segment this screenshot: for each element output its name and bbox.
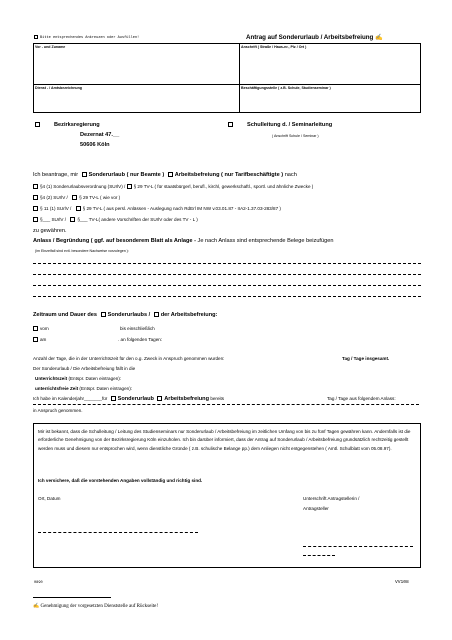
title-field-label[interactable]: Dienst - / Amtsbezeichnung [35,86,82,90]
option-line-4[interactable]: §___ SUrlV / §___ TV-L( andere Vorschriften der SUrlV oder des TV - L ) [33,217,198,222]
checkbox-icon[interactable] [111,396,116,401]
postal-city: 50606 Köln [80,142,110,148]
request-line: Ich beantrage, mir Sonderurlaub ( nur Beamte ) Arbeitsbefreiung ( nur Tarifbeschäftigte ) nach [33,172,297,178]
workplace-field-label[interactable]: Beschäftigungsstelle ( z.B. Schule, Studienseminar ) [241,86,331,90]
checkbox-icon[interactable] [70,217,75,222]
year-reason: Tag / Tage aus folgendem Anlass: [327,396,396,401]
period-until: bis einschließlich [120,326,155,331]
claimed-text: in Anspruch genommen. [33,408,83,413]
signature-label-1: Unterschrift Antragstellerin / [303,496,360,501]
reason-heading: Anlass / Begründung ( ggf. auf besonderem Blatt als Anlage - Je nach Anlass sind entsprechende Belege beizufügen [33,238,334,244]
checkbox-icon[interactable] [33,195,38,200]
checkbox-icon[interactable] [33,206,38,211]
checkbox-icon[interactable] [154,312,159,317]
checkbox-icon[interactable] [157,396,162,401]
dezernat: Dezernat 47.__ [80,132,120,138]
falls-into: Der Sonderurlaub / Die Arbeitsbefreiung fällt in die [33,366,136,371]
grant-text: zu gewähren. [33,228,67,234]
checkbox-icon[interactable] [33,337,38,342]
signature-line[interactable] [303,546,413,547]
free-time-line[interactable]: unterrichtsfreie Zeit (Entspr. Daten eintragen): [35,386,133,391]
reason-line-4[interactable] [33,296,421,297]
pen-icon: ✍ [33,604,40,609]
checkbox-icon[interactable] [168,172,173,177]
reason-line-1[interactable] [33,263,421,264]
footnote-rule [33,597,111,598]
year-reason-line[interactable] [33,404,419,405]
period-heading: Zeitraum und Dauer des Sonderurlaubs / der Arbeitsbefreiung: [33,312,218,318]
period-days: . an folgenden Tagen: [118,337,163,342]
reason-line-2[interactable] [33,274,421,275]
checkbox-icon[interactable] [33,217,38,222]
recipient-school[interactable]: Schulleitung d. / Seminarleitung [228,122,332,128]
option-line-3[interactable]: § 11 (1) SUrlV / § 29 TV-L ( aus persl. Anlässen - Auslegung nach RdErl IM NW v.03.01.87 - IIA2-1.37.03-283/87 ) [33,206,281,211]
checkbox-icon[interactable] [82,172,87,177]
school-address-hint: ( Anschrift Schule / Seminar ) [272,134,319,138]
reason-hint: (im Einzelfall sind evtl. besondere Nachweise vorzulegen ): [35,249,129,253]
recipient-bezreg[interactable]: Bezirksregierung [35,122,100,128]
checkbox-icon[interactable] [76,206,81,211]
period-from[interactable]: vom [33,326,49,331]
footnote: ✍ Genehmigung der vorgesetzten Dienststelle auf Rückseite! [33,604,158,609]
applicant-fields [33,43,421,113]
year-line: Ich habe im Kalenderjahr_______für Sonderurlaub Arbeitsbefreiung bereits [33,396,225,402]
signature-label-2: Antragsteller [303,506,329,511]
field-separator [33,84,421,85]
checkbox-icon[interactable] [33,184,38,189]
checkbox-icon[interactable] [33,326,38,331]
option-line-1[interactable]: §4 (1) Sonderurlaubsverordnung (SUrlV) / § 29 TV-L ( für staatsbürgerl, berufl., kirchl, gewerkschaftl., sportl. und ähnliche Zwecke ) [33,184,313,189]
checkbox-icon[interactable] [101,312,106,317]
form-title: Antrag auf Sonderurlaub / Arbeitsbefreiung ✍ [246,34,383,41]
form-code-right: VV108 [395,580,409,585]
name-field-label[interactable]: Vor - und Zuname [35,45,66,49]
school-time-line[interactable]: Unterrichtszeit (Entspr. Daten eintragen): [35,376,122,381]
checkbox-icon[interactable] [35,122,40,127]
reason-line-3[interactable] [33,285,421,286]
checkbox-icon[interactable] [72,195,77,200]
checkbox-icon [34,35,38,39]
fill-note: Bitte entsprechendes Ankreuzen oder Ausfüllen! [34,35,139,40]
days-total: Tag / Tage insgesamt. [342,356,390,361]
checkbox-icon[interactable] [127,184,132,189]
checkbox-icon[interactable] [228,122,233,127]
option-line-2[interactable]: §4 (2) SUrlV / § 29 TV-L ( wie vor ) [33,195,120,200]
place-date-label: Ort, Datum [38,496,61,501]
assurance: Ich versichere, daß die vorstehenden Angaben vollständig und richtig sind. [38,478,203,483]
days-used-line: Anzahl der Tage, die in der Unterrichtszeit für den o.g. Zweck in Anspruch genommen wurden: [33,356,225,361]
signature-line-2[interactable] [303,555,335,556]
form-code-left: 0890 [34,581,43,585]
address-field-label[interactable]: Anschrift ( Straße / Haus-nr., Plz / Ort ) [241,45,307,49]
period-on[interactable]: am [33,337,46,342]
pen-icon: ✍ [375,34,383,41]
field-divider [239,43,240,113]
notice-text: Mir ist bekannt, dass die Schulleitung / Leitung des Studienseminars nur Sonderurlaub / Arbeitsbefreiung im zeitlichen Umfang von bis zu fünf Tagen gewähren kann. Andernfalls ist die erforderliche Genehmigung von der Bezirksregierung Köln einzuholen. Ich bin darüber informiert, dass der Antrag auf Sonderurlaub / Arbeitsbefreiung grundsätzlich rechtzeitig gestellt werden muss und diesem nur entsprochen wird, wenn dienstliche Gründe ( z.B. schulische Belange pp.) dem Anliegen nicht entgegenstehen ( Amtl. Schulblatt vom 05.08.97). [38,429,411,451]
place-date-line[interactable] [38,532,198,533]
